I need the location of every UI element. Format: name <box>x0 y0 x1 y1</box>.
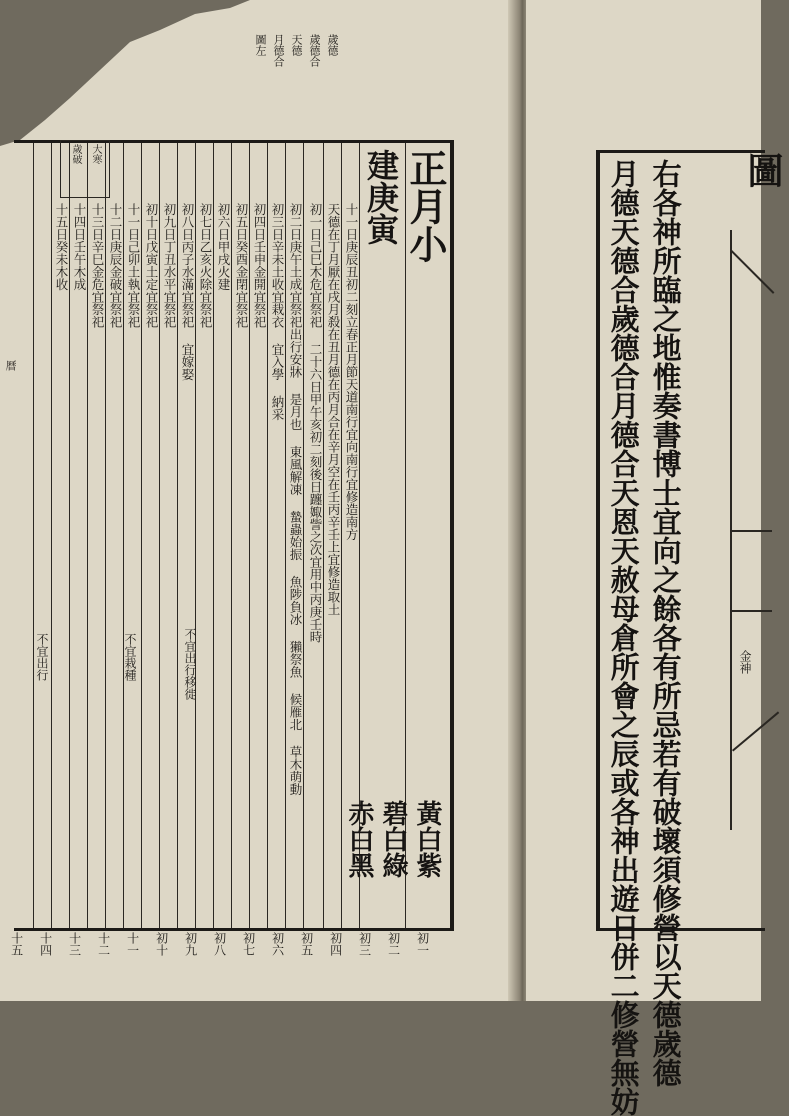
diagram-line <box>732 530 772 532</box>
month-heading: 正月小 <box>403 149 448 263</box>
column-rule <box>177 143 178 928</box>
column-rule <box>231 143 232 928</box>
right-text-column: 月德天德合歲德合月德合天恩天赦母倉所會之辰或各神出遊日併二修營無妨 <box>606 159 641 1116</box>
calendar-column: 天德在丁月厭在戌月殺在丑月德在丙月合在辛月空在壬丙辛壬上宜修造取土 <box>326 203 341 616</box>
calendar-column: 十一日庚辰丑初二刻立春正月節天道南行宜向南行宜修造南方 <box>344 203 359 541</box>
calendar-column: 初五日癸酉金閉宜祭祀 <box>234 203 249 328</box>
figure-title: 圖 <box>742 152 784 188</box>
day-index: 十二 <box>96 932 111 956</box>
day-index: 十五 <box>9 932 24 956</box>
calendar-column: 十三日辛巳金危宜祭祀 <box>90 203 105 328</box>
torn-corner <box>0 0 250 150</box>
diagram-line <box>731 250 775 294</box>
star-color-column: 碧白綠 <box>378 800 408 878</box>
calendar-column: 初一日己巳木危宜祭祀 二十六日甲午亥初二刻後日躔娵訾之次宜用中丙庚壬時 <box>308 203 323 643</box>
column-rule <box>267 143 268 928</box>
calendar-column: 十二日庚辰金破宜祭祀 <box>108 203 123 328</box>
calendar-column: 十五日癸未木收 <box>54 203 69 291</box>
column-rule <box>159 143 160 928</box>
calendar-column: 初九日丁丑水平宜祭祀 <box>162 203 177 328</box>
taboo-note: 不宜栽種 <box>123 633 137 681</box>
figure-diagram <box>730 230 772 830</box>
top-deity-text: 月德合 <box>272 34 285 67</box>
column-rule <box>51 143 52 928</box>
day-index: 初一 <box>415 932 430 956</box>
day-index: 初六 <box>270 932 285 956</box>
top-deity-block <box>248 34 338 106</box>
column-rule <box>141 143 142 928</box>
month-ganzhi: 建庚寅 <box>362 149 400 245</box>
day-index: 初七 <box>241 932 256 956</box>
bottom-day-index <box>6 932 444 992</box>
column-rule <box>123 143 124 928</box>
day-index: 初五 <box>299 932 314 956</box>
column-rule <box>105 143 106 928</box>
day-index: 十一 <box>125 932 140 956</box>
calendar-column: 初八日丙子水滿宜祭祀 宜嫁娶 <box>180 203 195 381</box>
day-index: 初二 <box>386 932 401 956</box>
star-color-column: 赤白黑 <box>344 800 374 878</box>
side-label: 大寒 <box>90 144 101 164</box>
calendar-column: 初六日甲戌火建 <box>216 203 231 291</box>
calendar-column: 初二日庚午土成宜祭祀出行安牀 是月也 東風解凍 蟄蟲始振 魚陟負冰 獺祭魚 候雁北 草木萌動 <box>288 203 303 796</box>
column-rule <box>285 143 286 928</box>
column-rule <box>303 143 304 928</box>
taboo-note: 不宜出行 <box>35 633 49 681</box>
calendar-column: 初十日戊寅土定宜祭祀 <box>144 203 159 328</box>
top-deity-text: 歲德 <box>326 34 339 56</box>
right-text-column: 右各神所臨之地惟奏書博士宜向之餘各有所忌若有破壞須修營以天德歲德 <box>648 159 683 1087</box>
column-rule <box>195 143 196 928</box>
figure-label: 金神 <box>738 650 752 674</box>
top-deity-text: 歲德合 <box>308 34 321 67</box>
side-label-box <box>60 140 110 198</box>
calendar-column: 十一日己卯土執宜祭祀 <box>126 203 141 328</box>
day-index: 十四 <box>38 932 53 956</box>
column-rule <box>87 143 88 928</box>
day-index: 初八 <box>212 932 227 956</box>
day-index: 初九 <box>183 932 198 956</box>
star-colors-block <box>340 800 444 920</box>
column-rule <box>33 143 34 928</box>
day-index: 初十 <box>154 932 169 956</box>
column-rule <box>69 143 70 928</box>
day-index: 初四 <box>328 932 343 956</box>
day-index: 十三 <box>67 932 82 956</box>
column-rule <box>213 143 214 928</box>
diagram-line <box>732 711 779 751</box>
calendar-table <box>14 140 454 931</box>
calendar-column: 初三日辛未土收宜栽衣 宜入學 納采 <box>270 203 285 421</box>
taboo-note: 不宜出行移徙 <box>183 628 197 700</box>
diagram-line <box>732 610 772 612</box>
star-color-column: 黃白紫 <box>412 800 442 878</box>
column-rule <box>249 143 250 928</box>
calendar-column: 初七日乙亥火除宜祭祀 <box>198 203 213 328</box>
page-edge-mark: 曆 <box>4 360 17 371</box>
day-index: 初三 <box>357 932 372 956</box>
calendar-column: 十四日壬午木成 <box>72 203 87 291</box>
top-deity-text: 天德 <box>290 34 303 56</box>
side-label: 歲破 <box>70 144 81 164</box>
top-deity-text: 圖左 <box>254 34 267 56</box>
column-rule <box>323 143 324 928</box>
calendar-column: 初四日壬申金開宜祭祀 <box>252 203 267 328</box>
